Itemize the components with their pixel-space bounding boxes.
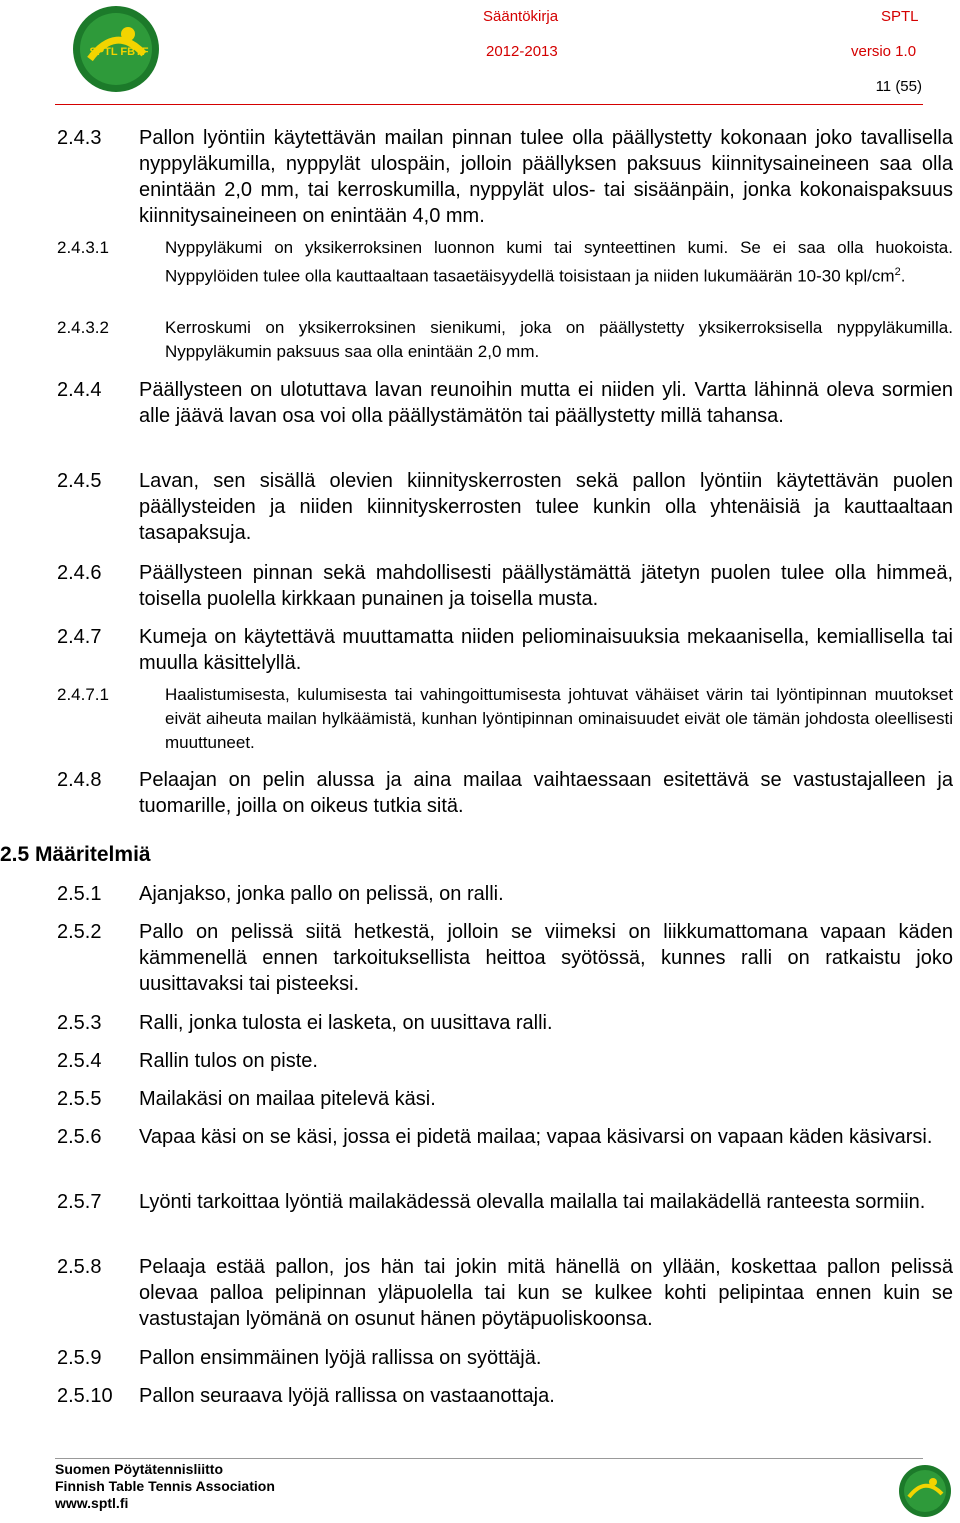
- definition-item: [57, 881, 953, 907]
- definition-text: Mailakäsi on mailaa pitelevä käsi.: [139, 1088, 436, 1110]
- footer-org-en: Finnish Table Tennis Association: [55, 1478, 275, 1494]
- definition-text: Pallon ensimmäinen lyöjä rallissa on syöttäjä.: [139, 1347, 542, 1369]
- definition-text: Pelaaja estää pallon, jos hän tai jokin mitä hänellä on yllään, koskettaa pallon pelissä olevaa palloa pelipinnan yläpuolella tai kun se kulkee kohti pelipintaa ennen kuin se vastustajan lyömänä on osunut hänen pöytäpuoliskoonsa.: [139, 1256, 953, 1330]
- rule-text: Lavan, sen sisällä olevien kiinnityskerrosten sekä pallon lyöntiin käytettävän puolen päällysteiden ja niiden kiinnityskerrosten tulee kunkin olla yhtenäisiä ja kauttaaltaan tasapaksuja.: [139, 470, 953, 544]
- rule-item: [57, 624, 953, 676]
- definition-number: 2.5.5: [57, 1088, 102, 1110]
- header-divider: [55, 104, 923, 105]
- version: versio 1.0: [851, 43, 917, 60]
- definition-number: 2.5.9: [57, 1347, 102, 1369]
- footer-org-fi: Suomen Pöytätennisliitto: [55, 1461, 224, 1477]
- rule-number: 2.4.7.1: [57, 685, 109, 704]
- rule-item: [57, 560, 953, 612]
- season: 2012-2013: [486, 43, 558, 60]
- rule-text: Nyppyläkumi on yksikerroksinen luonnon kumi tai synteettinen kumi. Se ei saa olla huokoista. Nyppylöiden tulee olla kauttaaltaan tasaetäisyydellä toisistaan ja niiden lukumäärän 10-30 kpl/$cm^2$.: [165, 238, 953, 286]
- definition-item: [57, 1010, 953, 1036]
- definition-item: [57, 1086, 953, 1112]
- definition-number: 2.5.10: [57, 1385, 113, 1407]
- definition-text: Pallo on pelissä siitä hetkestä, jolloin se viimeksi on liikkumattomana vapaan käden kämmenellä ennen tarkoituksellista heittoa syötössä, kunnes ralli on ratkaistu joko uusittavaksi tai pisteeksi.: [139, 921, 953, 995]
- definition-number: 2.5.7: [57, 1191, 102, 1213]
- footer-sptl-logo: [897, 1464, 953, 1518]
- logo-text: SPTL FBTF: [89, 46, 149, 58]
- definition-item: [57, 1254, 953, 1332]
- rule-text: Kumeja on käytettävä muuttamatta niiden peliominaisuuksia mekaanisella, kemiallisella tai muulla käsittelyllä.: [139, 626, 953, 674]
- footer-divider: [55, 1458, 923, 1459]
- definition-number: 2.5.4: [57, 1050, 102, 1072]
- definition-number: 2.5.2: [57, 921, 102, 943]
- rule-number: 2.4.3: [57, 127, 102, 149]
- rule-text: Päällysteen on ulotuttava lavan reunoihin mutta ei niiden yli. Vartta lähinnä oleva sormien alle jäävä lavan osa voi olla päällystämätön tai päällystetty millä tahansa.: [139, 379, 953, 427]
- definition-number: 2.5.1: [57, 883, 102, 905]
- definition-text: Lyönti tarkoittaa lyöntiä mailakädessä olevalla mailalla tai mailakädellä ranteesta sormiin.: [139, 1191, 926, 1213]
- rule-number: 2.4.7: [57, 626, 102, 648]
- definition-item: [57, 1124, 953, 1150]
- definition-item: [57, 1048, 953, 1074]
- definition-text: Ralli, jonka tulosta ei lasketa, on uusittava ralli.: [139, 1012, 553, 1034]
- definition-text: Ajanjakso, jonka pallo on pelissä, on ralli.: [139, 883, 504, 905]
- definition-item: [57, 919, 953, 997]
- rule-number: 2.4.4: [57, 379, 102, 401]
- rule-number: 2.4.3.1: [57, 238, 109, 257]
- rule-number: 2.4.3.2: [57, 318, 109, 337]
- rule-item: [57, 468, 953, 546]
- rule-item: [57, 767, 953, 819]
- rule-text: Kerroskumi on yksikerroksinen sienikumi, joka on päällystetty yksikerroksisella nyppyläkumilla. Nyppyläkumin paksuus saa olla enintään 2,0 mm.: [165, 318, 953, 361]
- rule-item: [57, 683, 953, 755]
- rule-text: Pelaajan on pelin alussa ja aina mailaa vaihtaessaan esitettävä se vastustajalleen ja tuomarille, joilla on oikeus tutkia sitä.: [139, 769, 953, 817]
- definition-item: [57, 1345, 953, 1371]
- footer-website[interactable]: www.sptl.fi: [55, 1495, 129, 1511]
- superscript: 2: [894, 266, 901, 278]
- rule-item: [57, 125, 953, 229]
- rule-text: Haalistumisesta, kulumisesta tai vahingoittumisesta johtuvat vähäiset värin tai lyöntipinnan muutokset eivät aiheuta mailan hylkäämistä, kunhan lyöntipinnan ominaisuudet eivät ole tämän johdosta oleellisesti muuttuneet.: [165, 685, 953, 752]
- definition-item: [57, 1383, 953, 1409]
- definition-number: 2.5.6: [57, 1126, 102, 1148]
- rule-item: [57, 316, 953, 364]
- rule-number: 2.4.5: [57, 470, 102, 492]
- definition-number: 2.5.3: [57, 1012, 102, 1034]
- rule-number: 2.4.8: [57, 769, 102, 791]
- rule-text: Päällysteen pinnan sekä mahdollisesti päällystämättä jätetyn puolen tulee olla himmeä, toisella puolella kirkkaan punainen ja toisella musta.: [139, 562, 953, 610]
- definition-text: Rallin tulos on piste.: [139, 1050, 318, 1072]
- definition-text: Pallon seuraava lyöjä rallissa on vastaanottaja.: [139, 1385, 555, 1407]
- rule-item: [57, 377, 953, 429]
- section-title: 2.5 Määritelmiä: [0, 843, 151, 866]
- org-name: SPTL: [881, 8, 919, 25]
- rule-text: Pallon lyöntiin käytettävän mailan pinnan tulee olla päällystetty kokonaan joko tavallisella nyppyläkumilla, nyppylät ulospäin, jolloin päällyksen paksuus kiinnitysaineineen saa olla enintään 2,0 mm, tai kerroskumilla, nyppylät ulos- tai sisäänpäin, jonka kokonaispaksuus kiinnitysaineineen on enintään 4,0 mm.: [139, 127, 953, 227]
- page-number: 11 (55): [875, 78, 922, 95]
- definition-text: Vapaa käsi on se käsi, jossa ei pidetä mailaa; vapaa käsivarsi on vapaan käden käsivarsi.: [139, 1126, 933, 1148]
- definition-number: 2.5.8: [57, 1256, 102, 1278]
- definition-item: [57, 1189, 953, 1215]
- rule-item: [57, 236, 953, 289]
- doc-title: Sääntökirja: [483, 8, 559, 25]
- rule-number: 2.4.6: [57, 562, 102, 584]
